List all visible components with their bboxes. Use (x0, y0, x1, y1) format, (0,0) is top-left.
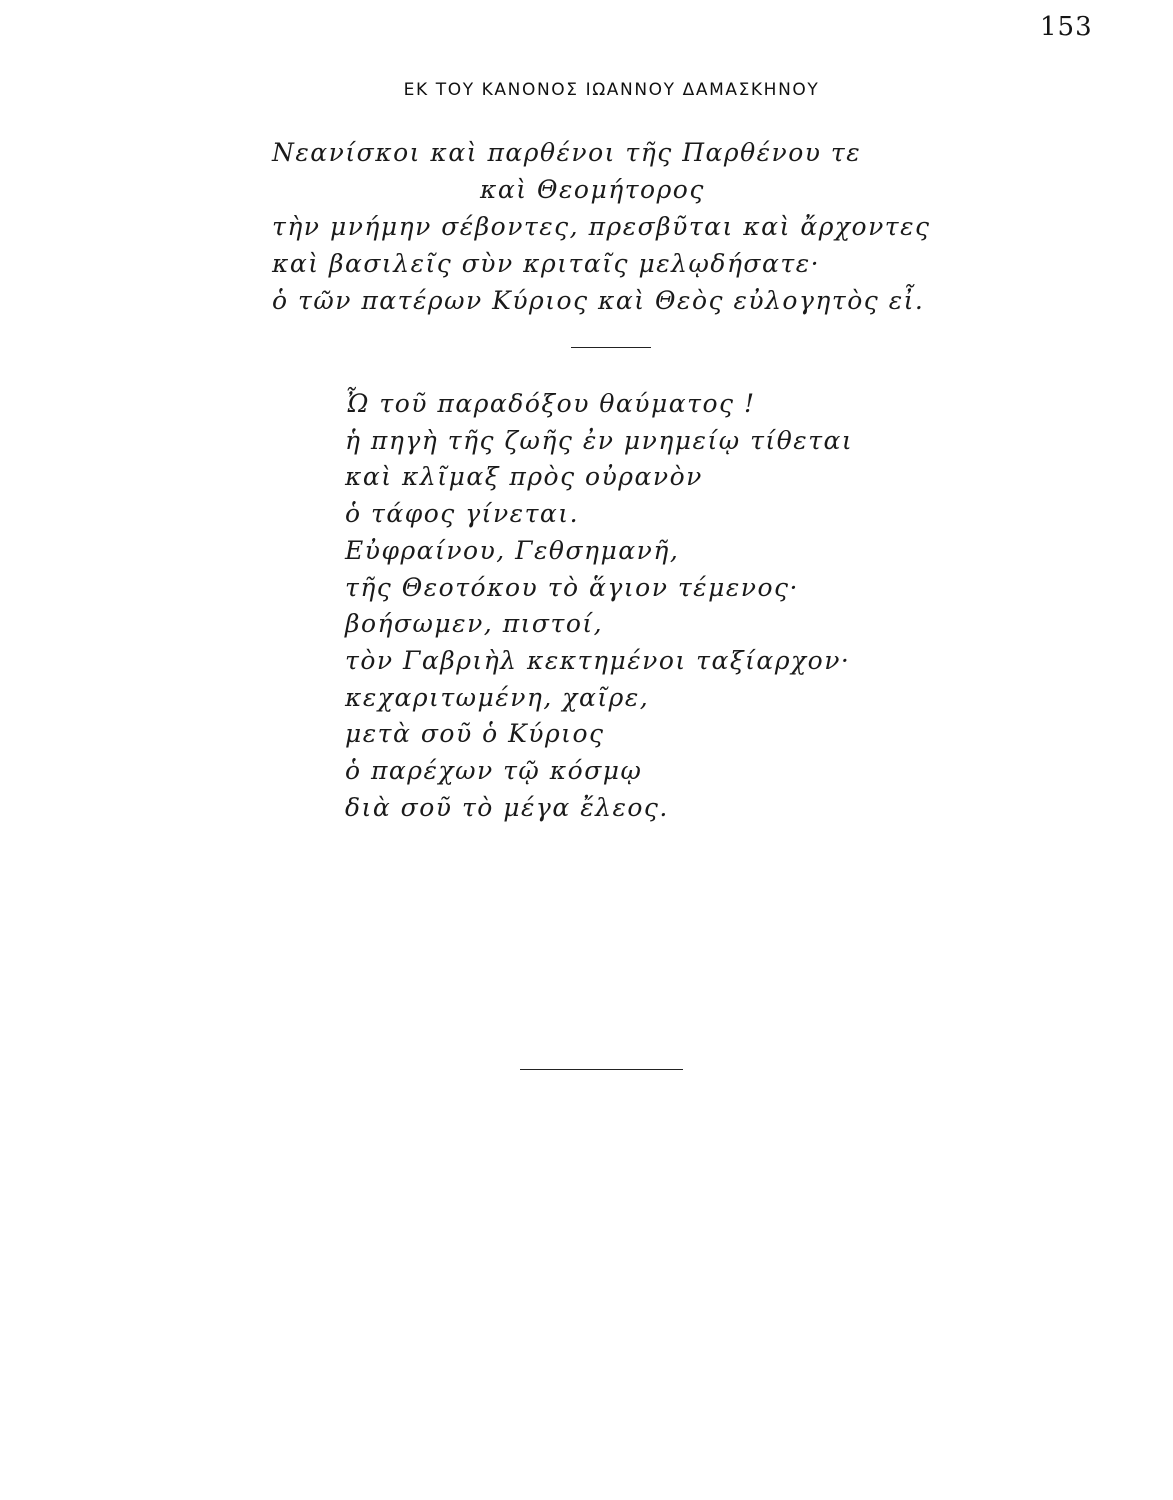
page-heading: ΕΚ ΤΟΥ ΚΑΝΟΝΟΣ ΙΩΑΝΝΟΥ ΔΑΜΑΣΚΗΝΟΥ (403, 80, 820, 100)
stanza-2-line: καὶ κλῖμαξ πρὸς οὐρανὸν (345, 462, 703, 492)
stanza-2-line: ἡ πηγὴ τῆς ζωῆς ἐν μνημείῳ τίθεται (345, 425, 854, 455)
stanza-2-line: Εὐφραίνου, Γεθσημανῆ, (345, 535, 680, 565)
stanza-1-line: τὴν μνήμην σέβοντες, πρεσβῦται καὶ ἄρχοντες (272, 212, 931, 241)
stanza-1-line: καὶ Θεομήτορος (480, 175, 705, 204)
stanza-2-line: Ὦ τοῦ παραδόξου θαύματος ! (345, 389, 756, 418)
stanza-2-line: βοήσωμεν, πιστοί, (345, 609, 604, 639)
stanza-1-line: ὁ τῶν πατέρων Κύριος καὶ Θεὸς εὐλογητὸς εἶ. (272, 286, 925, 315)
stanza-2-line: τὸν Γαβριὴλ κεκτημένοι ταξίαρχον· (345, 645, 851, 675)
stanza-1-line: καὶ βασιλεῖς σὺν κριταῖς μελῳδήσατε· (272, 249, 821, 278)
stanza-2-line: τῆς Θεοτόκου τὸ ἅγιον τέμενος· (345, 572, 799, 602)
stanza-2-line: ὁ τάφος γίνεται. (345, 499, 580, 529)
stanza-2-line: ὁ παρέχων τῷ κόσμῳ (345, 756, 643, 786)
stanza-2-line: μετὰ σοῦ ὁ Κύριος (345, 719, 605, 749)
stanza-1-line: Νεανίσκοι καὶ παρθένοι τῆς Παρθένου τε (272, 138, 862, 167)
stanza-2-line: κεχαριτωμένη, χαῖρε, (345, 682, 650, 712)
stanza-2-line: διὰ σοῦ τὸ μέγα ἔλεος. (345, 792, 669, 822)
section-divider (571, 347, 651, 348)
stanza-1 (272, 134, 931, 319)
stanza-2 (345, 386, 853, 826)
page-number: 153 (1040, 12, 1093, 42)
end-divider (520, 1069, 683, 1070)
